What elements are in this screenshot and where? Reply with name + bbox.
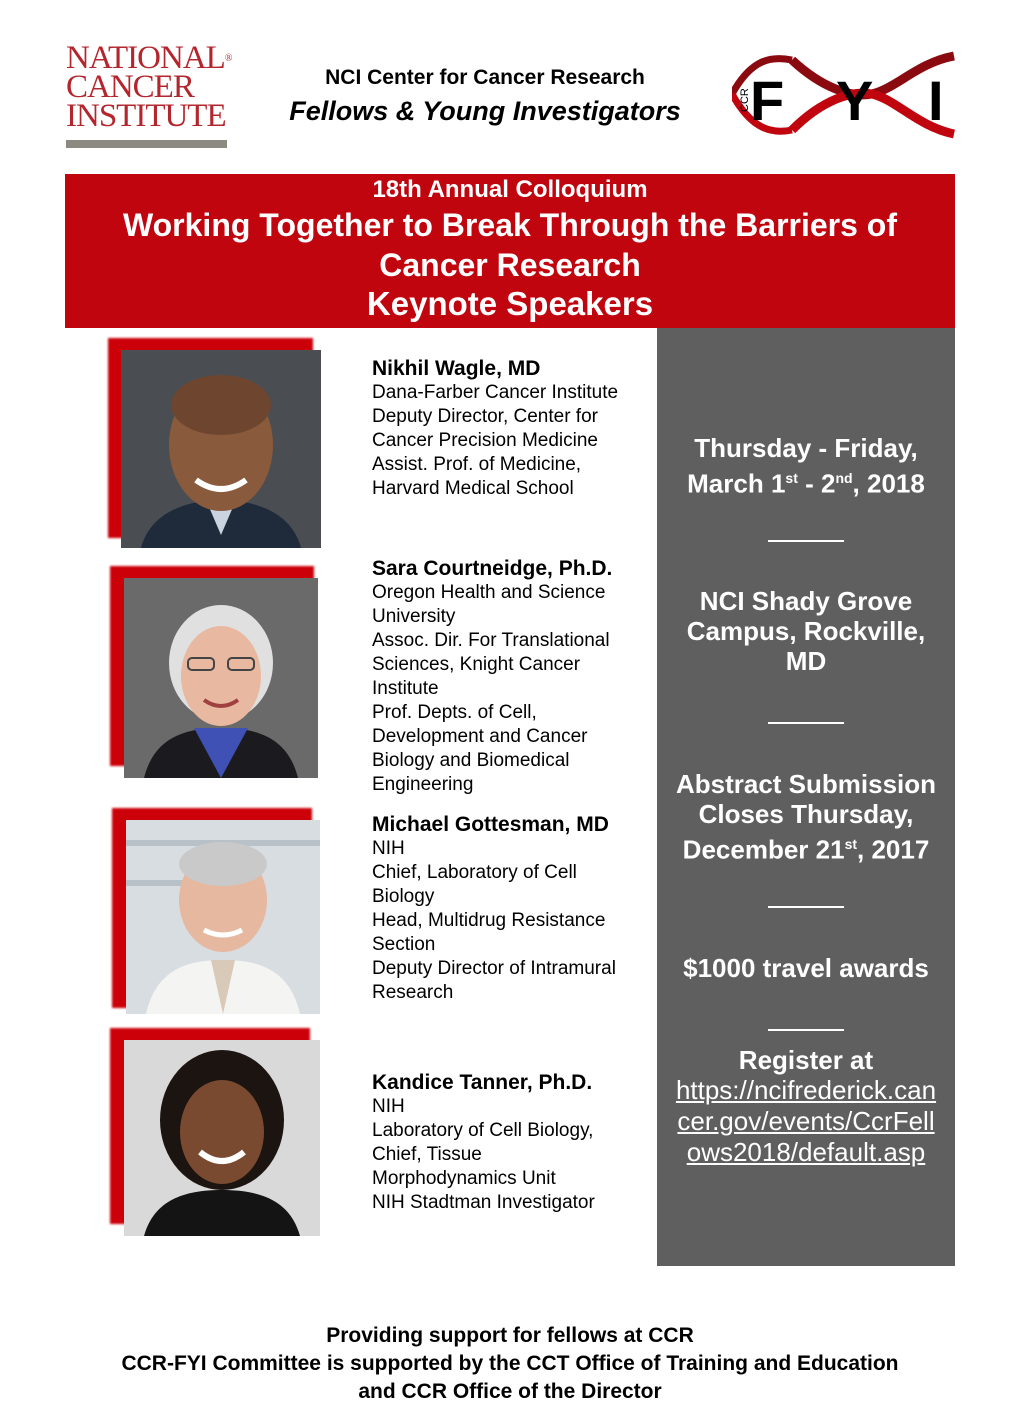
event-banner <box>65 174 955 328</box>
speaker-photo-frame <box>108 338 323 550</box>
colloquium-label: 18th Annual Colloquium <box>372 176 648 203</box>
speaker-photo <box>124 1040 320 1236</box>
speaker-card-gottesman <box>372 813 652 1005</box>
speaker-detail: Sciences, Knight Cancer <box>372 654 581 675</box>
svg-text:CCR: CCR <box>739 88 751 112</box>
speaker-detail: Chief, Tissue <box>372 1144 482 1165</box>
speaker-detail: Assist. Prof. of Medicine, <box>372 454 582 475</box>
speaker-detail: Laboratory of Cell Biology, <box>372 1120 594 1141</box>
speaker-detail: NIH Stadtman Investigator <box>372 1192 595 1213</box>
speaker-photo <box>124 578 318 778</box>
footer-line: Providing support for fellows at CCR <box>326 1324 694 1347</box>
event-location: NCI Shady Grove Campus, Rockville, MD <box>686 586 926 676</box>
speaker-detail: Oregon Health and Science <box>372 582 606 603</box>
event-theme: Working Together to Break Through the Barriers of Cancer Research <box>123 207 897 283</box>
keynote-heading: Keynote Speakers <box>366 285 654 322</box>
event-dates: Thursday - Friday, March 1st - 2nd, 2018 <box>687 433 925 499</box>
speaker-photo-frame <box>110 1028 322 1238</box>
svg-text:I: I <box>928 69 944 132</box>
header-title <box>250 66 720 127</box>
nci-logo-line3: INSTITUTE <box>66 98 226 134</box>
speaker-photo <box>121 350 321 548</box>
speaker-detail: Harvard Medical School <box>372 478 574 499</box>
footer-line: CCR-FYI Committee is supported by the CCT Office of Training and Education <box>121 1352 899 1375</box>
speaker-detail: Morphodynamics Unit <box>372 1168 556 1189</box>
speaker-card-wagle <box>372 357 652 501</box>
ccr-fyi-logo <box>732 48 957 140</box>
speaker-name: Michael Gottesman, MD <box>372 813 609 836</box>
speaker-name: Kandice Tanner, Ph.D. <box>372 1071 593 1094</box>
event-info-sidebar <box>657 328 955 1266</box>
travel-awards: $1000 travel awards <box>683 953 929 983</box>
divider <box>768 906 844 908</box>
svg-text:F: F <box>750 69 785 132</box>
header-org: NCI Center for Cancer Research <box>325 66 645 89</box>
speaker-card-tanner <box>372 1071 652 1215</box>
speaker-detail: Development and Cancer <box>372 726 588 747</box>
speaker-detail: Engineering <box>372 774 474 795</box>
nci-logo-line1: NATIONAL® <box>66 40 232 76</box>
register-link[interactable]: https://ncifrederick.cancer.gov/events/CcrFellows2018/default.asp <box>675 1075 937 1167</box>
speaker-photo-frame <box>112 808 322 1016</box>
speaker-detail: NIH <box>372 1096 405 1117</box>
speaker-detail: Cancer Precision Medicine <box>372 430 598 451</box>
abstract-deadline: Abstract Submission Closes Thursday, December 21st, 2017 <box>675 769 937 865</box>
speaker-detail: Section <box>372 934 436 955</box>
divider <box>768 722 844 724</box>
footer <box>60 1322 960 1406</box>
svg-text:Y: Y <box>836 69 874 132</box>
speaker-detail: Dana-Farber Cancer Institute <box>372 382 619 403</box>
speaker-detail: Deputy Director, Center for <box>372 406 598 427</box>
divider <box>768 1029 844 1031</box>
nci-logo-line2: CANCER <box>66 69 194 105</box>
divider <box>768 540 844 542</box>
nci-logo <box>66 40 232 148</box>
registration <box>657 1045 955 1168</box>
speaker-name: Nikhil Wagle, MD <box>372 357 541 380</box>
speaker-photo <box>126 820 320 1014</box>
footer-line: and CCR Office of the Director <box>358 1380 662 1403</box>
speaker-card-courtneidge <box>372 557 652 797</box>
speaker-detail: Institute <box>372 678 439 699</box>
speaker-detail: Head, Multidrug Resistance <box>372 910 606 931</box>
speaker-detail: Research <box>372 982 454 1003</box>
speaker-detail: Biology and Biomedical <box>372 750 570 771</box>
header-program: Fellows & Young Investigators <box>289 96 681 126</box>
speaker-detail: University <box>372 606 456 627</box>
nci-logo-bar <box>66 140 227 148</box>
speaker-detail: Deputy Director of Intramural <box>372 958 616 979</box>
speaker-detail: Chief, Laboratory of Cell <box>372 862 577 883</box>
speaker-photo-frame <box>110 566 322 780</box>
speaker-name: Sara Courtneidge, Ph.D. <box>372 557 613 580</box>
speaker-detail: Prof. Depts. of Cell, <box>372 702 537 723</box>
speaker-detail: NIH <box>372 838 405 859</box>
register-label: Register at <box>738 1045 874 1075</box>
speaker-detail: Biology <box>372 886 435 907</box>
speaker-detail: Assoc. Dir. For Translational <box>372 630 610 651</box>
